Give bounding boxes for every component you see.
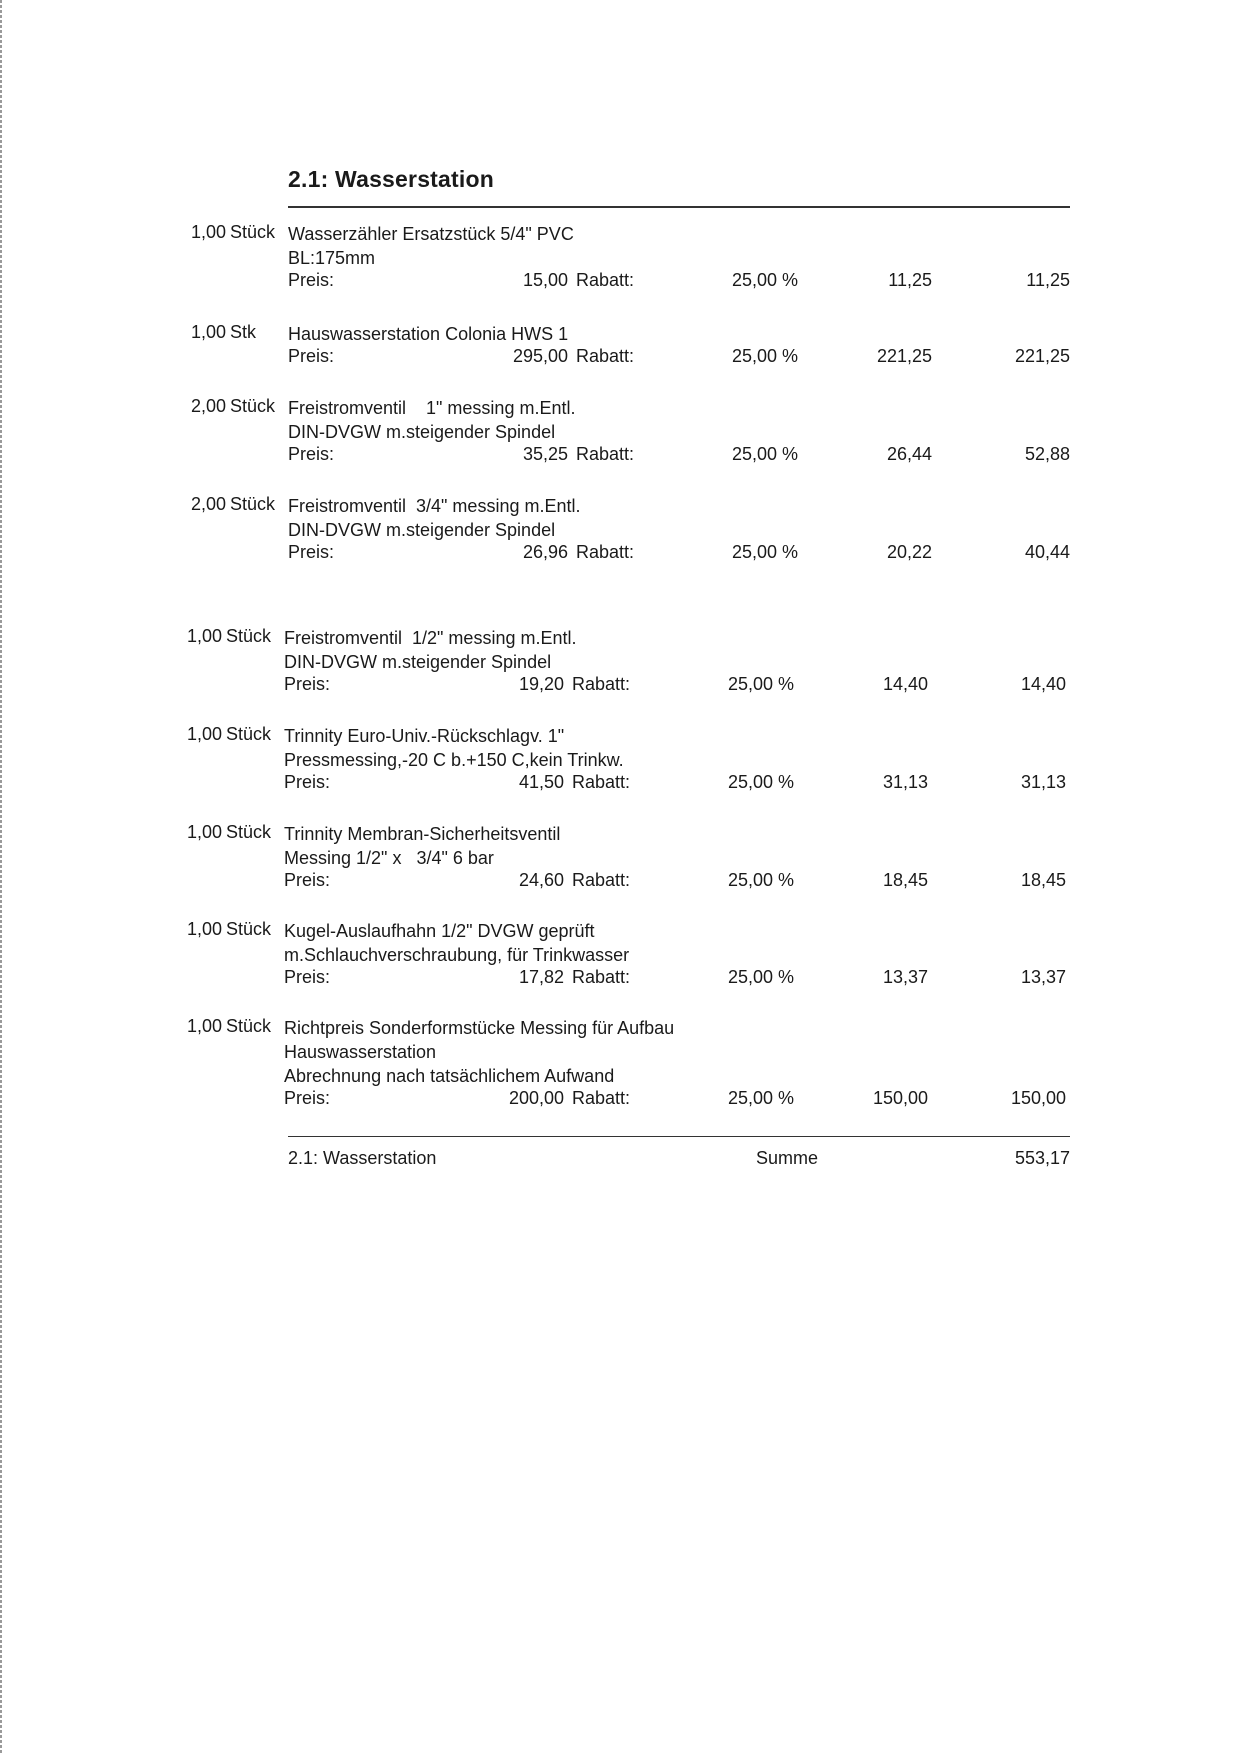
item-description-line: Pressmessing,-20 C b.+150 C,kein Trinkw. (284, 750, 624, 770)
item-description (288, 494, 580, 542)
item-list-price: 15,00 (522, 270, 568, 290)
discount-label: Rabatt: (572, 967, 631, 987)
item-discount: 25,00 % (731, 444, 798, 464)
price-label: Preis: (284, 674, 331, 694)
item-description-line: BL:175mm (288, 248, 376, 268)
item-total: 13,37 (1020, 967, 1066, 987)
item-list-price: 26,96 (522, 542, 568, 562)
item-total: 221,25 (1014, 346, 1070, 366)
item-description-line: Trinnity Euro-Univ.-Rückschlagv. 1" (284, 726, 565, 746)
item-unit: Stück (226, 822, 272, 842)
item-quantity: 2,00 (190, 396, 226, 416)
item-quantity: 1,00 (186, 1016, 222, 1036)
item-list-price: 41,50 (518, 772, 564, 792)
section-divider (288, 206, 1070, 208)
item-description-line: Kugel-Auslaufhahn 1/2" DVGW geprüft (284, 921, 595, 941)
footer-section-label: 2.1: Wasserstation (288, 1148, 437, 1168)
item-net-price: 11,25 (888, 270, 932, 290)
discount-label: Rabatt: (576, 542, 635, 562)
item-list-price: 200,00 (508, 1088, 564, 1108)
item-quantity: 1,00 (190, 222, 226, 242)
item-unit: Stück (226, 626, 272, 646)
footer-sum-value: 553,17 (1014, 1148, 1070, 1168)
item-total: 52,88 (1024, 444, 1070, 464)
item-quantity: 2,00 (190, 494, 226, 514)
price-label: Preis: (284, 1088, 331, 1108)
item-net-price: 13,37 (882, 967, 928, 987)
item-list-price: 17,82 (518, 967, 564, 987)
discount-label: Rabatt: (572, 674, 631, 694)
item-price-line (0, 1088, 1241, 1112)
item-unit: Stück (226, 1016, 272, 1036)
item-description-line: Richtpreis Sonderformstücke Messing für Aufbau (284, 1018, 675, 1038)
item-discount: 25,00 % (727, 674, 794, 694)
item-discount: 25,00 % (727, 967, 794, 987)
item-description (284, 626, 576, 674)
item-price-line (0, 444, 1241, 468)
footer-sum-label: Summe (756, 1148, 819, 1168)
item-discount: 25,00 % (727, 1088, 794, 1108)
item-unit: Stk (230, 322, 257, 342)
item-unit: Stück (230, 222, 276, 242)
discount-label: Rabatt: (576, 346, 635, 366)
item-list-price: 35,25 (522, 444, 568, 464)
discount-label: Rabatt: (572, 772, 631, 792)
item-description (288, 222, 574, 270)
discount-label: Rabatt: (576, 444, 635, 464)
price-label: Preis: (288, 270, 335, 290)
item-unit: Stück (226, 919, 272, 939)
item-net-price: 14,40 (882, 674, 928, 694)
item-total: 150,00 (1010, 1088, 1066, 1108)
item-description-line: Hauswasserstation Colonia HWS 1 (288, 324, 569, 344)
item-description-line: Messing 1/2" x 3/4" 6 bar (284, 848, 494, 868)
item-description-line: DIN-DVGW m.steigender Spindel (288, 520, 556, 540)
item-quantity: 1,00 (190, 322, 226, 342)
item-price-line (0, 772, 1241, 796)
summary-divider (288, 1136, 1070, 1137)
item-discount: 25,00 % (731, 346, 798, 366)
discount-label: Rabatt: (572, 870, 631, 890)
item-price-line (0, 270, 1241, 294)
price-label: Preis: (288, 444, 335, 464)
item-price-line (0, 967, 1241, 991)
item-description (288, 322, 568, 346)
item-net-price: 150,00 (872, 1088, 928, 1108)
item-price-line (0, 346, 1241, 370)
item-total: 31,13 (1020, 772, 1066, 792)
item-total: 11,25 (1026, 270, 1070, 290)
item-description (284, 822, 560, 870)
item-discount: 25,00 % (731, 542, 798, 562)
item-discount: 25,00 % (731, 270, 798, 290)
item-description-line: Abrechnung nach tatsächlichem Aufwand (284, 1066, 615, 1086)
item-quantity: 1,00 (186, 822, 222, 842)
discount-label: Rabatt: (576, 270, 635, 290)
item-price-line (0, 870, 1241, 894)
item-description-line: Freistromventil 3/4" messing m.Entl. (288, 496, 581, 516)
item-description-line: Trinnity Membran-Sicherheitsventil (284, 824, 561, 844)
item-price-line (0, 674, 1241, 698)
item-net-price: 221,25 (876, 346, 932, 366)
item-total: 14,40 (1020, 674, 1066, 694)
item-description (284, 724, 624, 772)
item-description-line: Freistromventil 1" messing m.Entl. (288, 398, 576, 418)
item-description-line: m.Schlauchverschraubung, für Trinkwasser (284, 945, 630, 965)
item-quantity: 1,00 (186, 626, 222, 646)
price-label: Preis: (284, 772, 331, 792)
item-total: 18,45 (1020, 870, 1066, 890)
item-description (288, 396, 575, 444)
discount-label: Rabatt: (572, 1088, 631, 1108)
item-description-line: Hauswasserstation (284, 1042, 437, 1062)
item-description-line: DIN-DVGW m.steigender Spindel (284, 652, 552, 672)
price-label: Preis: (288, 346, 335, 366)
item-list-price: 19,20 (518, 674, 564, 694)
item-unit: Stück (230, 494, 276, 514)
item-price-line (0, 542, 1241, 566)
item-quantity: 1,00 (186, 919, 222, 939)
item-total: 40,44 (1024, 542, 1070, 562)
item-unit: Stück (230, 396, 276, 416)
item-description (284, 1016, 674, 1088)
item-description (284, 919, 629, 967)
item-list-price: 24,60 (518, 870, 564, 890)
item-description-line: Wasserzähler Ersatzstück 5/4" PVC (288, 224, 574, 244)
item-unit: Stück (226, 724, 272, 744)
item-net-price: 20,22 (886, 542, 932, 562)
item-quantity: 1,00 (186, 724, 222, 744)
price-label: Preis: (284, 870, 331, 890)
item-net-price: 31,13 (882, 772, 928, 792)
price-label: Preis: (288, 542, 335, 562)
item-discount: 25,00 % (727, 772, 794, 792)
item-discount: 25,00 % (727, 870, 794, 890)
price-label: Preis: (284, 967, 331, 987)
section-title: 2.1: Wasserstation (288, 166, 494, 192)
item-list-price: 295,00 (512, 346, 568, 366)
item-net-price: 26,44 (886, 444, 932, 464)
item-net-price: 18,45 (882, 870, 928, 890)
item-description-line: Freistromventil 1/2" messing m.Entl. (284, 628, 577, 648)
item-description-line: DIN-DVGW m.steigender Spindel (288, 422, 556, 442)
